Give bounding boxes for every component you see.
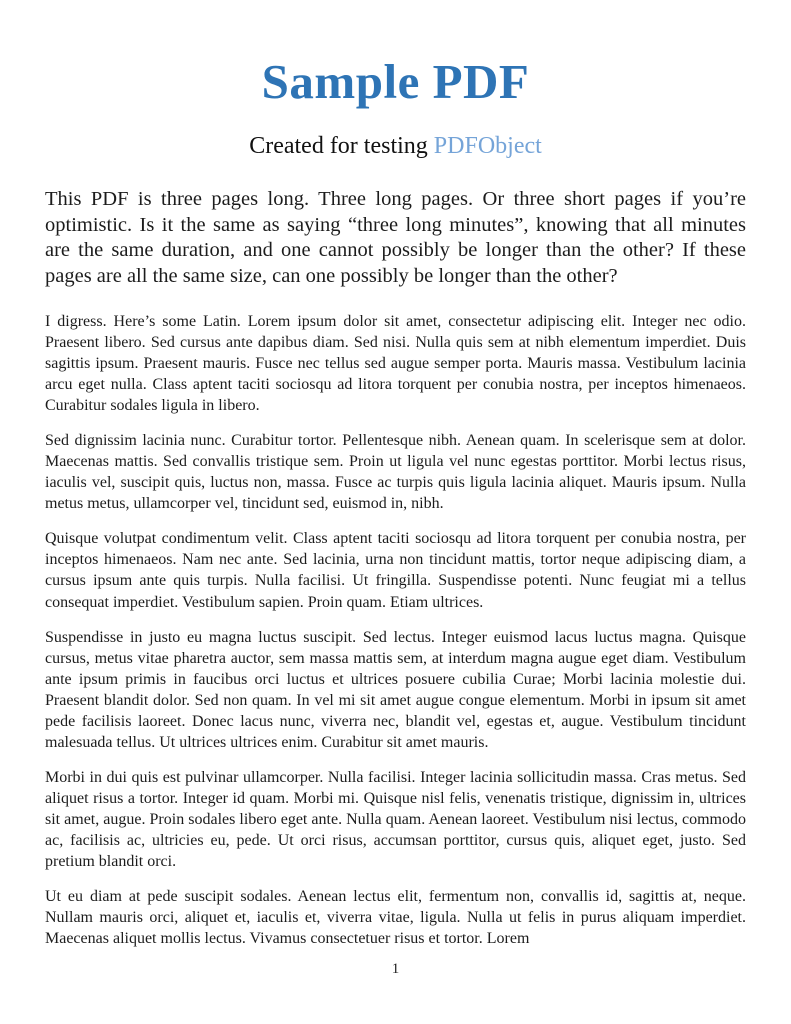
body-paragraph-2: Sed dignissim lacinia nunc. Curabitur tortor. Pellentesque nibh. Aenean quam. In scelerisque sem at dolor. Maecenas mattis. Sed convallis tristique sem. Proin ut ligula vel nunc egestas porttitor. Morbi lectus risus, iaculis vel, suscipit quis, luctus non, massa. Fusce ac turpis quis ligula lacinia aliquet. Mauris ipsum. Nulla metus metus, ullamcorper vel, tincidunt sed, euismod in, nibh. [45, 432, 746, 513]
body-paragraph-5: Morbi in dui quis est pulvinar ullamcorper. Nulla facilisi. Integer lacinia sollicitudin massa. Cras metus. Sed aliquet risus a tortor. Integer id quam. Morbi mi. Quisque nisl felis, venenatis tristique, dignissim in, ultrices sit amet, augue. Proin sodales libero eget ante. Nulla quam. Aenean laoreet. Vestibulum nisi lectus, commodo ac, facilisis ac, ultricies eu, pede. Ut orci risus, accumsan porttitor, cursus quis, aliquet eget, justo. Sed pretium blandit orci. [45, 768, 746, 870]
pdfobject-link[interactable]: PDFObject [433, 133, 542, 160]
document-subtitle [45, 133, 746, 159]
body-paragraph-3: Quisque volutpat condimentum velit. Class aptent taciti sociosqu ad litora torquent per conubia nostra, per inceptos himenaeos. Nam nec ante. Sed lacinia, urna non tincidunt mattis, tortor neque adipiscing diam, a cursus ipsum ante quis turpis. Nulla facilisi. Ut fringilla. Suspendisse potenti. Nunc feugiat mi a tellus consequat imperdiet. Vestibulum sapien. Proin quam. Etiam ultrices. [45, 530, 746, 611]
body-paragraph-6: Ut eu diam at pede suscipit sodales. Aenean lectus elit, fermentum non, convallis id, sagittis at, neque. Nullam mauris orci, aliquet et, iaculis et, viverra vitae, ligula. Nulla ut felis in purus aliquam imperdiet. Maecenas aliquet mollis lectus. Vivamus consectetuer risus et tortor. Lorem [45, 887, 746, 947]
page-number: 1 [391, 961, 400, 977]
body-paragraph-1: I digress. Here’s some Latin. Lorem ipsum dolor sit amet, consectetur adipiscing elit. Integer nec odio. Praesent libero. Sed cursus ante dapibus diam. Sed nisi. Nulla quis sem at nibh elementum imperdiet. Duis sagittis ipsum. Praesent mauris. Fusce nec tellus sed augue semper porta. Mauris massa. Vestibulum lacinia arcu eget nulla. Class aptent taciti sociosqu ad litora torquent per conubia nostra, per inceptos himenaeos. Curabitur sodales ligula in libero. [45, 313, 746, 415]
subtitle-text: Created for testing [249, 133, 434, 160]
body-paragraph-4: Suspendisse in justo eu magna luctus suscipit. Sed lectus. Integer euismod lacus luctus magna. Quisque cursus, metus vitae pharetra auctor, sem massa mattis sem, at interdum magna augue eget diam. Vestibulum ante ipsum primis in faucibus orci luctus et ultrices posuere cubilia Curae; Morbi lacinia molestie dui. Praesent blandit dolor. Sed non quam. In vel mi sit amet augue congue elementum. Morbi in ipsum sit amet pede facilisis laoreet. Donec lacus nunc, viverra nec, blandit vel, egestas et, augue. Vestibulum tincidunt malesuada tellus. Ut ultrices ultrices enim. Curabitur sit amet mauris. [45, 628, 746, 751]
document-title: Sample PDF [261, 54, 530, 109]
intro-paragraph: This PDF is three pages long. Three long pages. Or three short pages if you’re optimistic. Is it the same as saying “three long minutes”, knowing that all minutes are the same duration, and one cannot possibly be longer than the other? If these pages are all the same size, can one possibly be longer than the other? [45, 187, 746, 288]
